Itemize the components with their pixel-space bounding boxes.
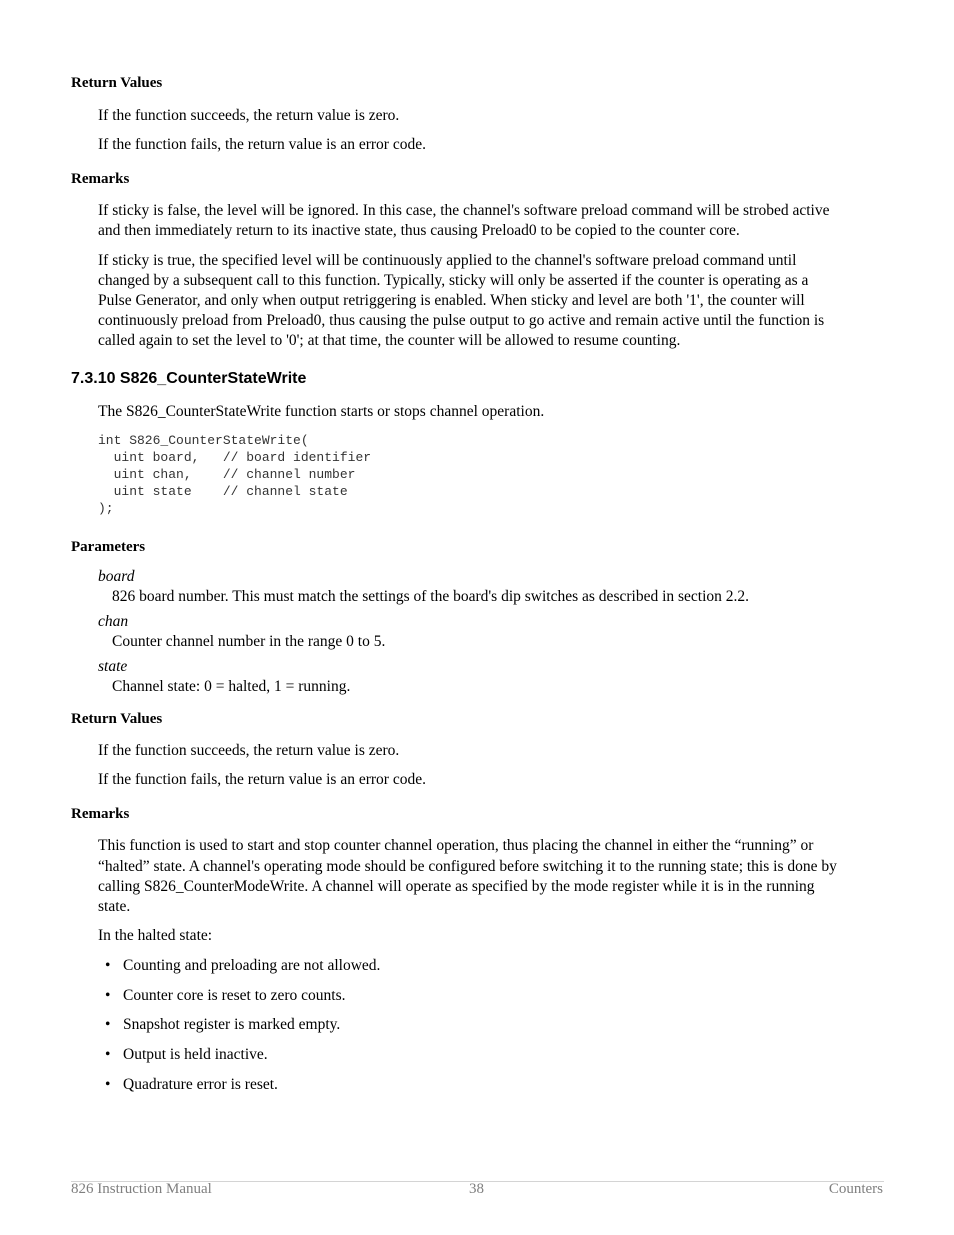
code-line: int S826_CounterStateWrite( xyxy=(98,433,309,448)
section-heading: 7.3.10 S826_CounterStateWrite xyxy=(71,370,307,387)
list-item: Snapshot register is marked empty. xyxy=(123,1016,341,1033)
footer-chapter-name: Counters xyxy=(828,1181,883,1197)
list-item: Output is held inactive. xyxy=(123,1046,268,1063)
code-line: uint board, // board identifier xyxy=(98,450,372,465)
remarks-paragraph-line: changed by a subsequent call to this function. Typically, sticky will only be asserted if the counter is operating as a xyxy=(98,272,809,289)
param-chan-desc: Counter channel number in the range 0 to 5. xyxy=(112,633,386,650)
return-values-heading: Return Values xyxy=(71,711,163,727)
footer-page-number: 38 xyxy=(469,1181,484,1197)
bullet-icon: • xyxy=(105,1016,111,1033)
bullet-icon: • xyxy=(105,1046,111,1063)
remarks-paragraph-line: calling S826_CounterModeWrite. A channel will operate as specified by the mode register while it is in the running xyxy=(98,878,815,895)
param-state-name: state xyxy=(98,658,128,675)
return-success-text: If the function succeeds, the return value is zero. xyxy=(98,742,400,759)
remarks-paragraph-line: This function is used to start and stop counter channel operation, thus placing the channel in either the “running” or xyxy=(98,837,814,854)
footer-manual-title: 826 Instruction Manual xyxy=(71,1181,212,1197)
remarks-paragraph-line: state. xyxy=(98,898,131,915)
function-intro: The S826_CounterStateWrite function starts or stops channel operation. xyxy=(98,403,545,420)
parameters-heading: Parameters xyxy=(71,539,146,555)
remarks-paragraph-line: “halted” state. A channel's operating mode should be configured before switching it to the running state; this is done by xyxy=(98,858,837,875)
remarks-paragraph-line: continuously preload from Preload0, thus causing the pulse output to go active and remain active until the function is xyxy=(98,312,825,329)
return-fail-text: If the function fails, the return value is an error code. xyxy=(98,136,426,153)
return-fail-text: If the function fails, the return value is an error code. xyxy=(98,771,426,788)
remarks-heading: Remarks xyxy=(71,806,130,822)
list-item: Counting and preloading are not allowed. xyxy=(123,957,381,974)
remarks-paragraph-line: If sticky is false, the level will be ignored. In this case, the channel's software preload command will be strobed active xyxy=(98,202,830,219)
param-state-desc: Channel state: 0 = halted, 1 = running. xyxy=(112,678,351,695)
remarks-paragraph-line: and then immediately return to its inactive state, thus causing Preload0 to be copied to the counter core. xyxy=(98,222,740,239)
remarks-paragraph-line: called again to set the level to '0'; at that time, the counter will be allowed to resume counting. xyxy=(98,332,681,349)
param-board-name: board xyxy=(98,568,135,585)
remarks-paragraph-line: Pulse Generator, and only when output retriggering is enabled. When sticky and level are both '1', the counter will xyxy=(98,292,805,309)
code-line: uint state // channel state xyxy=(98,484,348,499)
halted-intro: In the halted state: xyxy=(98,927,213,944)
list-item: Counter core is reset to zero counts. xyxy=(123,987,346,1004)
return-values-heading: Return Values xyxy=(71,75,163,91)
remarks-heading: Remarks xyxy=(71,171,130,187)
list-item: Quadrature error is reset. xyxy=(123,1076,278,1093)
param-chan-name: chan xyxy=(98,613,129,630)
bullet-icon: • xyxy=(105,1076,111,1093)
bullet-icon: • xyxy=(105,957,111,974)
code-line: uint chan, // channel number xyxy=(98,467,356,482)
remarks-paragraph-line: If sticky is true, the specified level will be continuously applied to the channel's software preload command until xyxy=(98,252,797,269)
bullet-icon: • xyxy=(105,987,111,1004)
code-line: ); xyxy=(98,501,114,516)
return-success-text: If the function succeeds, the return value is zero. xyxy=(98,107,400,124)
param-board-desc: 826 board number. This must match the settings of the board's dip switches as described in section 2.2. xyxy=(112,588,750,605)
